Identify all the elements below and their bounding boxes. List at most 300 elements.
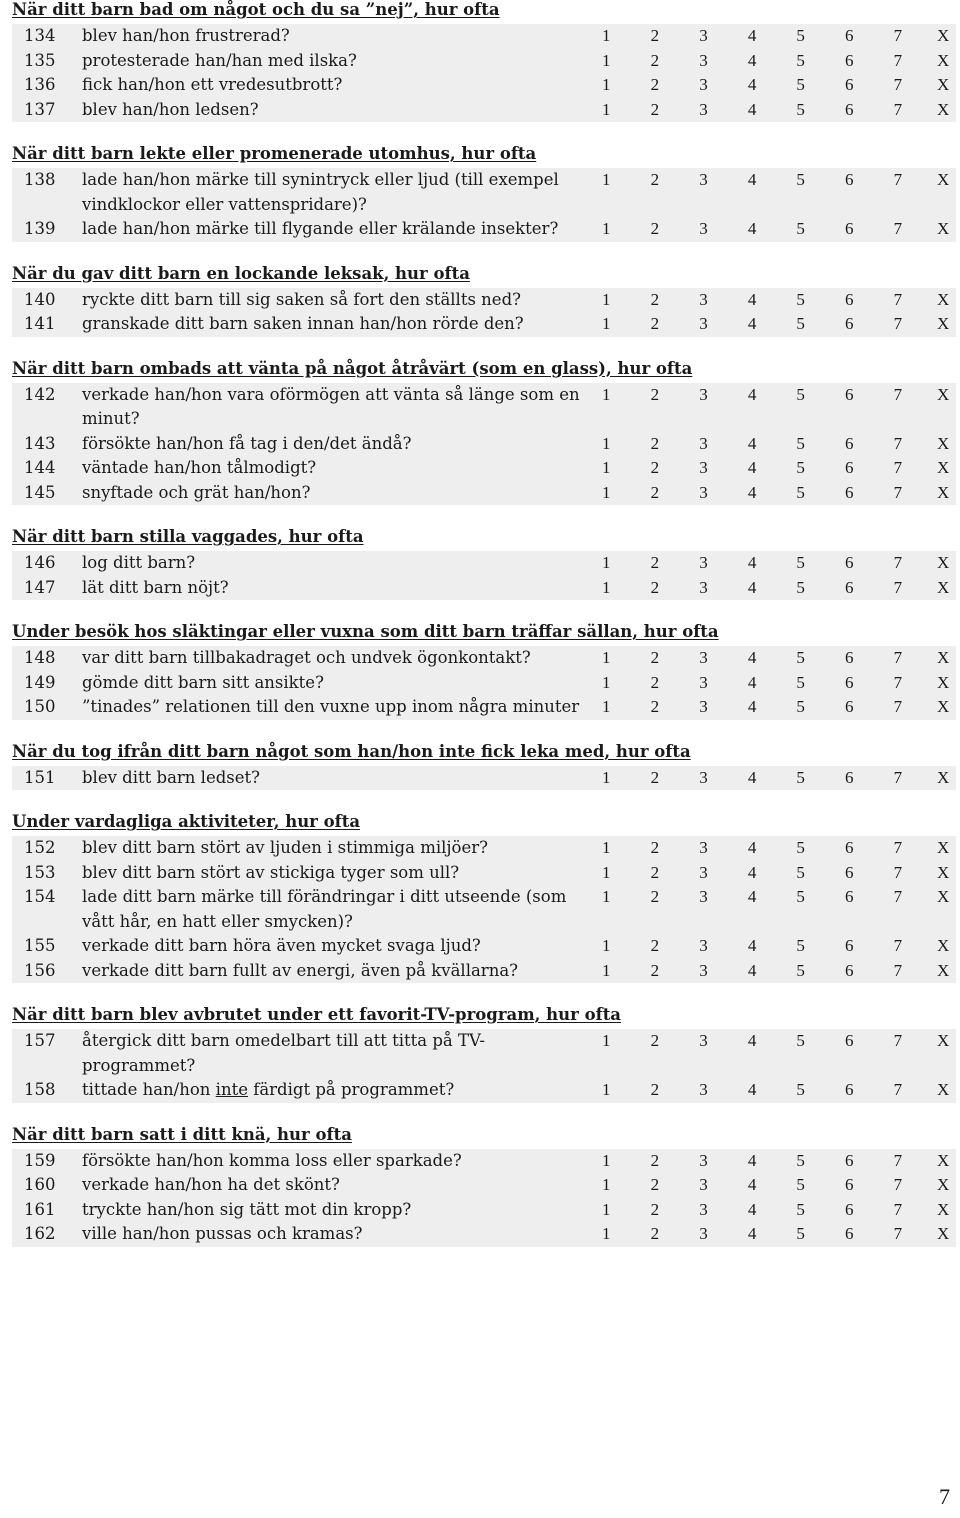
section-title: När ditt barn ombads att vänta på något åtråvärt (som en glass), hur ofta (12, 358, 693, 378)
rating-scale (582, 646, 960, 671)
rating-option[interactable]: 4 (747, 1199, 757, 1219)
rating-option[interactable]: 3 (699, 672, 708, 692)
question-text: verkade ditt barn fullt av energi, även på kvällarna? (82, 960, 519, 980)
rating-option[interactable]: 2 (650, 1150, 660, 1170)
rating-option[interactable]: 7 (893, 433, 903, 453)
question-text: lät ditt barn nöjt? (82, 577, 229, 597)
rating-option[interactable]: 6 (845, 482, 854, 502)
rating-option[interactable]: 3 (699, 75, 708, 94)
rating-option-not-applicable[interactable]: X (937, 458, 950, 477)
rating-option[interactable]: 3 (699, 1175, 708, 1194)
rating-option[interactable]: 5 (796, 99, 805, 119)
rating-option[interactable]: 7 (893, 1175, 903, 1194)
rating-option[interactable]: 3 (699, 862, 708, 882)
rating-option[interactable]: 5 (796, 75, 805, 94)
rating-option[interactable]: 7 (893, 862, 903, 882)
question-number: 143 (24, 433, 56, 453)
rating-option-not-applicable[interactable]: X (937, 289, 950, 309)
rating-option[interactable]: 3 (699, 1224, 708, 1243)
rating-option[interactable]: 1 (602, 482, 611, 502)
rating-option[interactable]: 6 (845, 838, 854, 857)
rating-option[interactable]: 2 (650, 648, 660, 667)
question-row (12, 24, 956, 49)
rating-option[interactable]: 4 (747, 887, 757, 906)
rating-option[interactable]: 1 (602, 99, 611, 119)
rating-option-not-applicable[interactable]: X (937, 1031, 950, 1050)
rating-option[interactable]: 2 (650, 1224, 660, 1243)
rating-option-not-applicable[interactable]: X (937, 1175, 950, 1194)
rating-option-not-applicable[interactable]: X (937, 553, 950, 572)
rating-option[interactable]: 7 (893, 458, 903, 477)
rating-option[interactable]: 4 (747, 577, 757, 597)
section-title: Under vardagliga aktiviteter, hur ofta (12, 812, 361, 831)
rating-option[interactable]: 6 (845, 289, 854, 309)
section-title: När ditt barn blev avbrutet under ett favorit-TV-program, hur ofta (12, 1005, 622, 1024)
rating-option[interactable]: 2 (650, 767, 660, 787)
rating-option[interactable]: 1 (602, 767, 611, 787)
rating-option[interactable]: 1 (602, 577, 611, 597)
rating-option-not-applicable[interactable]: X (937, 672, 950, 692)
rating-option[interactable]: 5 (796, 170, 805, 189)
rating-option-not-applicable[interactable]: X (937, 99, 950, 119)
rating-option[interactable]: 7 (893, 553, 903, 572)
question-number: 152 (24, 838, 56, 857)
rating-option-not-applicable[interactable]: X (937, 1199, 950, 1219)
rating-option[interactable]: 5 (796, 1175, 805, 1194)
rating-option[interactable]: 2 (650, 838, 660, 857)
rating-option[interactable]: 4 (747, 1080, 757, 1099)
rating-option[interactable]: 3 (699, 482, 708, 502)
rating-option-not-applicable[interactable]: X (937, 697, 950, 716)
rating-option[interactable]: 7 (893, 1080, 903, 1099)
rating-option[interactable]: 3 (699, 384, 708, 404)
rating-option[interactable]: 4 (747, 672, 757, 692)
rating-option[interactable]: 6 (845, 26, 854, 45)
rating-option[interactable]: 2 (650, 314, 660, 333)
rating-scale (582, 766, 960, 791)
question-number: 144 (24, 458, 56, 477)
rating-option[interactable]: 6 (845, 767, 854, 787)
rating-option[interactable]: 2 (650, 289, 660, 309)
rating-scale (582, 885, 960, 910)
rating-option[interactable]: 2 (650, 1031, 660, 1050)
rating-option[interactable]: 4 (747, 170, 757, 189)
question-number: 159 (24, 1150, 56, 1170)
rating-option-not-applicable[interactable]: X (937, 1080, 950, 1099)
rating-option[interactable]: 5 (796, 767, 805, 787)
rating-option[interactable]: 4 (747, 960, 757, 980)
rating-option[interactable]: 3 (699, 26, 708, 45)
rating-option[interactable]: 6 (845, 553, 854, 572)
rating-option[interactable]: 6 (845, 1031, 854, 1050)
rating-option[interactable]: 1 (602, 75, 611, 94)
question-text: verkade han/hon ha det skönt? (82, 1175, 340, 1194)
question-text: ”tinades” relationen till den vuxne upp inom några minuter (82, 697, 580, 716)
rating-option[interactable]: 7 (893, 384, 903, 404)
rating-option[interactable]: 2 (650, 433, 660, 453)
rating-option[interactable]: 1 (602, 1199, 611, 1219)
rating-option[interactable]: 4 (747, 1175, 757, 1194)
question-number: 135 (24, 50, 56, 70)
rating-option-not-applicable[interactable]: X (937, 314, 950, 333)
rating-option[interactable]: 4 (747, 838, 757, 857)
rating-option[interactable]: 4 (747, 648, 757, 667)
rating-option[interactable]: 5 (796, 433, 805, 453)
rating-option[interactable]: 7 (893, 219, 903, 238)
rating-option[interactable]: 7 (893, 697, 903, 716)
rating-scale (582, 671, 960, 696)
rating-option[interactable]: 5 (796, 648, 805, 667)
page-number: 7 (939, 1484, 950, 1509)
rating-option[interactable]: 4 (747, 1031, 757, 1050)
rating-option[interactable]: 4 (747, 1150, 757, 1170)
question-text: försökte han/hon få tag i den/det ändå? (82, 433, 412, 453)
rating-option[interactable]: 5 (796, 936, 805, 955)
rating-option-not-applicable[interactable]: X (937, 838, 950, 857)
rating-option[interactable]: 2 (650, 697, 660, 716)
rating-option[interactable]: 6 (845, 862, 854, 882)
rating-option[interactable]: 2 (650, 1199, 660, 1219)
rating-option[interactable]: 6 (845, 384, 854, 404)
rating-option[interactable]: 3 (699, 577, 708, 597)
rating-option[interactable]: 2 (650, 1080, 660, 1099)
rating-option[interactable]: 4 (747, 433, 757, 453)
rating-option-not-applicable[interactable]: X (937, 577, 950, 597)
rating-option[interactable]: 6 (845, 648, 854, 667)
rating-option[interactable]: 6 (845, 1150, 854, 1170)
rating-option[interactable]: 3 (699, 960, 708, 980)
question-row (12, 383, 956, 432)
rating-option[interactable]: 2 (650, 170, 660, 189)
rating-option[interactable]: 1 (602, 672, 611, 692)
rating-option[interactable]: 1 (602, 170, 611, 189)
rating-option[interactable]: 1 (602, 219, 611, 238)
question-section (12, 0, 956, 122)
rating-option[interactable]: 3 (699, 458, 708, 477)
rating-option[interactable]: 7 (893, 1224, 903, 1243)
rating-option-not-applicable[interactable]: X (937, 384, 950, 404)
rating-option[interactable]: 7 (893, 482, 903, 502)
rating-option[interactable]: 4 (747, 767, 757, 787)
rating-option[interactable]: 6 (845, 75, 854, 94)
question-number: 142 (24, 384, 56, 404)
rating-option[interactable]: 7 (893, 26, 903, 45)
rating-option[interactable]: 2 (650, 1175, 660, 1194)
question-number: 145 (24, 482, 56, 502)
question-row (12, 576, 956, 601)
rating-option[interactable]: 5 (796, 482, 805, 502)
rating-scale (582, 481, 960, 506)
question-section (12, 527, 956, 600)
rating-option[interactable]: 3 (699, 648, 708, 667)
rating-option[interactable]: 2 (650, 458, 660, 477)
rating-option[interactable]: 3 (699, 767, 708, 787)
question-row (12, 1222, 956, 1247)
rating-option[interactable]: 2 (650, 862, 660, 882)
rating-option[interactable]: 3 (699, 219, 708, 238)
rating-option[interactable]: 1 (602, 887, 611, 906)
rating-option[interactable]: 4 (747, 936, 757, 955)
rating-option-not-applicable[interactable]: X (937, 50, 950, 70)
rating-option[interactable]: 6 (845, 697, 854, 716)
rating-option[interactable]: 1 (602, 384, 611, 404)
rating-option[interactable]: 1 (602, 697, 611, 716)
rating-option[interactable]: 6 (845, 887, 854, 906)
question-number: 134 (24, 26, 56, 45)
question-number: 149 (24, 672, 56, 692)
rating-option[interactable]: 5 (796, 50, 805, 70)
rating-option[interactable]: 1 (602, 936, 611, 955)
rating-option[interactable]: 5 (796, 1150, 805, 1170)
rating-option[interactable]: 6 (845, 219, 854, 238)
question-number: 140 (24, 289, 56, 309)
rating-option[interactable]: 6 (845, 672, 854, 692)
rating-option[interactable]: 5 (796, 1224, 805, 1243)
rating-option-not-applicable[interactable]: X (937, 1150, 950, 1170)
rating-option[interactable]: 7 (893, 50, 903, 70)
rating-option[interactable]: 7 (893, 648, 903, 667)
rating-option[interactable]: 6 (845, 936, 854, 955)
rating-option[interactable]: 5 (796, 960, 805, 980)
rating-option[interactable]: 2 (650, 99, 660, 119)
rating-option[interactable]: 7 (893, 767, 903, 787)
rating-option[interactable]: 7 (893, 936, 903, 955)
rating-option[interactable]: 1 (602, 648, 611, 667)
question-text: gömde ditt barn sitt ansikte? (82, 672, 324, 692)
rating-option[interactable]: 4 (747, 99, 757, 119)
rating-option[interactable]: 4 (747, 75, 757, 94)
rating-option[interactable]: 4 (747, 697, 757, 716)
rating-option[interactable]: 4 (747, 219, 757, 238)
rating-option[interactable]: 7 (893, 960, 903, 980)
rating-option[interactable]: 3 (699, 1080, 708, 1099)
question-text: lade ditt barn märke till förändringar i ditt utseende (som vått hår, en hatt eller smycken)? (82, 887, 567, 931)
question-number: 151 (24, 767, 56, 787)
rating-option[interactable]: 5 (796, 672, 805, 692)
question-number: 157 (24, 1031, 56, 1050)
rating-option[interactable]: 5 (796, 887, 805, 906)
question-row (12, 288, 956, 313)
rating-option-not-applicable[interactable]: X (937, 433, 950, 453)
rating-option[interactable]: 2 (650, 887, 660, 906)
rating-scale (582, 49, 960, 74)
question-row (12, 861, 956, 886)
rating-scale (582, 73, 960, 98)
rating-option-not-applicable[interactable]: X (937, 648, 950, 667)
rating-option[interactable]: 5 (796, 1080, 805, 1099)
rating-option[interactable]: 7 (893, 99, 903, 119)
rating-option[interactable]: 3 (699, 553, 708, 572)
rating-scale (582, 1029, 960, 1054)
question-section (12, 264, 956, 337)
question-row (12, 1149, 956, 1174)
rating-option[interactable]: 5 (796, 458, 805, 477)
rating-option[interactable]: 5 (796, 862, 805, 882)
rating-option[interactable]: 2 (650, 482, 660, 502)
rating-option[interactable]: 2 (650, 26, 660, 45)
rating-scale (582, 288, 960, 313)
question-section (12, 622, 956, 720)
rating-option[interactable]: 6 (845, 433, 854, 453)
rating-option[interactable]: 5 (796, 1199, 805, 1219)
rating-option[interactable]: 1 (602, 862, 611, 882)
rating-option[interactable]: 4 (747, 384, 757, 404)
rating-option[interactable]: 6 (845, 1199, 854, 1219)
rating-option[interactable]: 3 (699, 838, 708, 857)
question-text: tittade han/hon inte färdigt på programmet? (82, 1080, 455, 1099)
rating-option[interactable]: 1 (602, 50, 611, 70)
rating-option[interactable]: 7 (893, 314, 903, 333)
rating-option[interactable]: 2 (650, 577, 660, 597)
rating-option[interactable]: 5 (796, 553, 805, 572)
rating-option[interactable]: 1 (602, 1175, 611, 1194)
rating-option[interactable]: 2 (650, 384, 660, 404)
rating-option[interactable]: 6 (845, 170, 854, 189)
rating-option[interactable]: 4 (747, 862, 757, 882)
question-section (12, 812, 956, 983)
rating-option[interactable]: 3 (699, 1150, 708, 1170)
rating-option[interactable]: 1 (602, 26, 611, 45)
rating-option[interactable]: 1 (602, 433, 611, 453)
rating-option[interactable]: 7 (893, 1199, 903, 1219)
rating-option[interactable]: 6 (845, 458, 854, 477)
rating-option[interactable]: 3 (699, 314, 708, 333)
rating-option[interactable]: 3 (699, 170, 708, 189)
question-row (12, 695, 956, 720)
question-row (12, 73, 956, 98)
question-row (12, 959, 956, 984)
rating-option[interactable]: 3 (699, 936, 708, 955)
rating-option[interactable]: 5 (796, 697, 805, 716)
rating-option[interactable]: 5 (796, 289, 805, 309)
rating-option[interactable]: 2 (650, 553, 660, 572)
rating-option[interactable]: 2 (650, 75, 660, 94)
rating-option-not-applicable[interactable]: X (937, 862, 950, 882)
rating-option[interactable]: 7 (893, 289, 903, 309)
rating-option[interactable]: 3 (699, 99, 708, 119)
rating-option[interactable]: 5 (796, 838, 805, 857)
rating-option[interactable]: 3 (699, 697, 708, 716)
rating-option[interactable]: 1 (602, 838, 611, 857)
rating-option[interactable]: 6 (845, 1224, 854, 1243)
rating-option[interactable]: 7 (893, 170, 903, 189)
question-number: 155 (24, 936, 56, 955)
rating-option[interactable]: 2 (650, 936, 660, 955)
rating-option-not-applicable[interactable]: X (937, 170, 950, 189)
rating-option[interactable]: 4 (747, 26, 757, 45)
rating-option[interactable]: 1 (602, 314, 611, 333)
rating-option-not-applicable[interactable]: X (937, 887, 950, 906)
rating-option[interactable]: 1 (602, 1080, 611, 1099)
question-number: 160 (24, 1175, 56, 1194)
rating-option[interactable]: 5 (796, 577, 805, 597)
question-number: 154 (24, 887, 56, 906)
rating-option[interactable]: 1 (602, 1031, 611, 1050)
rating-scale (582, 959, 960, 984)
question-section (12, 359, 956, 506)
rating-option[interactable]: 6 (845, 314, 854, 333)
rating-option[interactable]: 2 (650, 219, 660, 238)
rating-option[interactable]: 4 (747, 553, 757, 572)
rating-option[interactable]: 1 (602, 1224, 611, 1243)
rating-option-not-applicable[interactable]: X (937, 75, 950, 94)
rating-option[interactable]: 1 (602, 289, 611, 309)
rating-option[interactable]: 4 (747, 50, 757, 70)
question-text: ryckte ditt barn till sig saken så fort den ställts ned? (82, 289, 521, 309)
question-row (12, 1198, 956, 1223)
rating-option[interactable]: 5 (796, 384, 805, 404)
rating-option[interactable]: 2 (650, 50, 660, 70)
rating-option-not-applicable[interactable]: X (937, 960, 950, 980)
question-section (12, 1125, 956, 1247)
rating-option[interactable]: 3 (699, 433, 708, 453)
rating-option[interactable]: 5 (796, 314, 805, 333)
rating-option[interactable]: 3 (699, 887, 708, 906)
rating-option-not-applicable[interactable]: X (937, 936, 950, 955)
rating-option[interactable]: 7 (893, 1031, 903, 1050)
rating-option-not-applicable[interactable]: X (937, 1224, 950, 1243)
rating-scale (582, 98, 960, 123)
rating-option-not-applicable[interactable]: X (937, 219, 950, 238)
rating-option[interactable]: 1 (602, 1150, 611, 1170)
rating-option[interactable]: 6 (845, 960, 854, 980)
rating-option[interactable]: 6 (845, 1080, 854, 1099)
rating-option[interactable]: 7 (893, 672, 903, 692)
question-text: återgick ditt barn omedelbart till att titta på TV-programmet? (82, 1031, 485, 1075)
rating-option[interactable]: 6 (845, 1175, 854, 1194)
rating-option-not-applicable[interactable]: X (937, 26, 950, 45)
rating-option[interactable]: 3 (699, 50, 708, 70)
rating-option[interactable]: 1 (602, 553, 611, 572)
question-number: 139 (24, 219, 56, 238)
question-row (12, 1173, 956, 1198)
rating-scale (582, 24, 960, 49)
rating-option[interactable]: 5 (796, 219, 805, 238)
section-title: När ditt barn lekte eller promenerade utomhus, hur ofta (12, 144, 537, 163)
rating-scale (582, 1173, 960, 1198)
rating-option[interactable]: 1 (602, 960, 611, 980)
rating-option[interactable]: 7 (893, 1150, 903, 1170)
rating-option[interactable]: 7 (893, 887, 903, 906)
rating-option[interactable]: 2 (650, 960, 660, 980)
rating-option[interactable]: 4 (747, 289, 757, 309)
rating-option[interactable]: 7 (893, 838, 903, 857)
rating-option[interactable]: 4 (747, 482, 757, 502)
question-row (12, 885, 956, 934)
rating-option[interactable]: 6 (845, 50, 854, 70)
rating-option[interactable]: 3 (699, 289, 708, 309)
rating-option[interactable]: 3 (699, 1199, 708, 1219)
question-text: protesterade han/han med ilska? (82, 50, 357, 70)
rating-option[interactable]: 7 (893, 577, 903, 597)
rating-option[interactable]: 3 (699, 1031, 708, 1050)
rating-option-not-applicable[interactable]: X (937, 482, 950, 502)
rating-option[interactable]: 5 (796, 1031, 805, 1050)
rating-option[interactable]: 1 (602, 458, 611, 477)
rating-option[interactable]: 5 (796, 26, 805, 45)
rating-option[interactable]: 4 (747, 458, 757, 477)
rating-option[interactable]: 4 (747, 314, 757, 333)
section-title: När ditt barn bad om något och du sa ”nej”, hur ofta (12, 0, 500, 19)
rating-option[interactable]: 4 (747, 1224, 757, 1243)
rating-option[interactable]: 6 (845, 99, 854, 119)
question-text: blev ditt barn ledset? (82, 767, 260, 787)
rating-option[interactable]: 2 (650, 672, 660, 692)
question-row (12, 646, 956, 671)
rating-option[interactable]: 7 (893, 75, 903, 94)
rating-option-not-applicable[interactable]: X (937, 767, 950, 787)
rating-option[interactable]: 6 (845, 577, 854, 597)
